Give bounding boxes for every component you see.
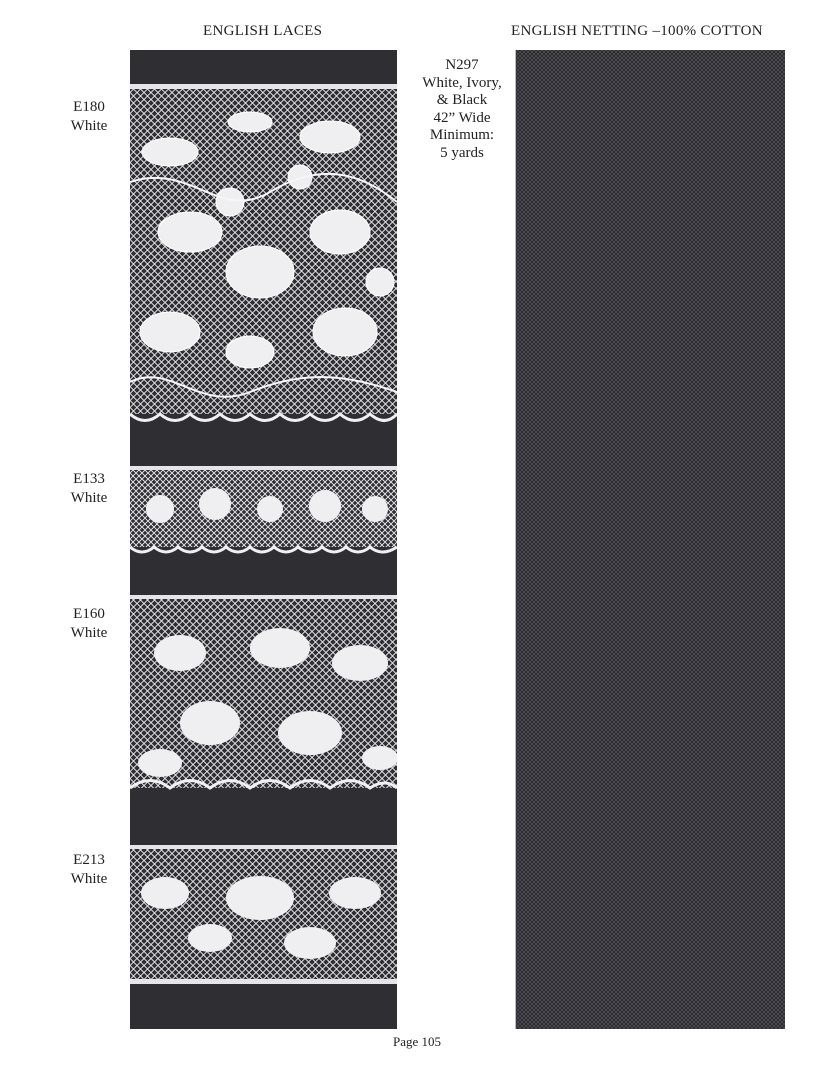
lace-color: White: [70, 490, 108, 506]
netting-heading: ENGLISH NETTING –100% COTTON: [511, 23, 763, 39]
page-number: Page 105: [392, 1034, 442, 1049]
lace-label-e133: [44, 470, 134, 508]
lace-code: E160: [73, 606, 105, 622]
lace-sample-e160: [130, 593, 397, 803]
netting-colors: White, Ivory,: [422, 74, 502, 91]
lace-code: E213: [73, 852, 105, 868]
lace-label-e180: [44, 98, 134, 136]
lace-code: E180: [73, 99, 105, 115]
lace-label-e213: [44, 851, 134, 889]
laces-heading: ENGLISH LACES: [203, 23, 323, 39]
netting-minimum-value: 5 yards: [440, 144, 484, 161]
lace-sample-e213: [130, 843, 397, 993]
netting-code: N297: [445, 57, 479, 73]
lace-color: White: [70, 625, 108, 641]
lace-sample-e133: [130, 464, 397, 559]
netting-info: [412, 57, 512, 162]
lace-color: White: [70, 118, 108, 134]
lace-color: White: [70, 871, 108, 887]
lace-code: E133: [73, 471, 105, 487]
netting-width: 42” Wide: [433, 109, 491, 126]
lace-label-e160: [44, 605, 134, 643]
netting-minimum-label: Minimum:: [429, 127, 495, 143]
netting-sample-photo: [515, 50, 785, 1029]
lace-sample-e180: [130, 82, 397, 434]
netting-colors-2: & Black: [436, 92, 488, 108]
lace-samples-photo: [130, 50, 397, 1029]
